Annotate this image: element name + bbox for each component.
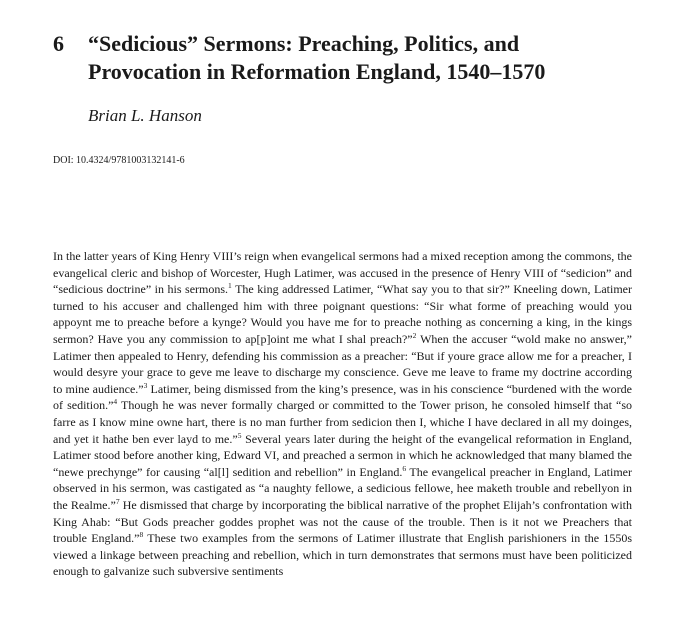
footnote-marker[interactable]: 2: [412, 330, 417, 340]
chapter-title-line-2: Provocation in Reformation England, 1540–1570: [88, 59, 546, 84]
footnote-marker[interactable]: 5: [237, 430, 242, 440]
footnote-marker[interactable]: 1: [228, 281, 232, 291]
chapter-title-line-1: “Sedicious” Sermons: Preaching, Politics, and: [88, 31, 520, 56]
body-text-segment: Several years later during the height of the evangelical reformation in England, Latimer stood before another king, Edward VI, and preached a sermon in which he acknowledged that many blamed the “newe prechynge” for causing “al[l] sedition and rebellion” in England.: [53, 431, 632, 479]
author-name: Brian L. Hanson: [88, 106, 202, 125]
body-text-segment: The evangelical preacher in England, Latimer observed in his sermon, was castigated as “a naughty fellowe, a sedicious fellowe, hee maketh trouble and rebellyon in the Realme.”: [53, 464, 632, 512]
footnote-marker[interactable]: 3: [143, 380, 148, 390]
body-text-segment: Though he was never formally charged or committed to the Tower prison, he consoled himself that “so farre as I know mine owne hart, there is no man further from sedicion then I, whiche I have declared in all my doinges, and yet it hathe ben ever layd to me.”: [53, 398, 632, 446]
chapter-header: [53, 30, 613, 86]
body-text-segment: When the accuser “wold make no answer,” Latimer then appealed to Henry, defending his commission as a preacher: “But if youre grace allow me for a preacher, I would desyre your grace to geve me leave to discharge my conscience. Geve me leave to frame my doctrine according to mine audience.”: [53, 331, 632, 396]
body-paragraph: [53, 248, 632, 580]
body-text-segment: These two examples from the sermons of Latimer illustrate that English parishioners in the 1550s viewed a linkage between preaching and rebellion, which in turn demonstrates that sermons must have been politicized enough to galvanize such subversive sentiments: [53, 531, 632, 579]
body-text-segment: In the latter years of King Henry VIII’s reign when evangelical sermons had a mixed reception among the commons, the evangelical cleric and bishop of Worcester, Hugh Latimer, was accused in the presence of Henry VIII of “sedicion” and “sedicious doctrine” in his sermons.: [53, 249, 632, 297]
footnote-marker[interactable]: 4: [113, 397, 118, 407]
chapter-title: [88, 30, 545, 86]
body-text-segment: Latimer, being dismissed from the king’s presence, was in his conscience “burdened with the worde of sedition.”: [53, 381, 633, 413]
body-text-segment: He dismissed that charge by incorporating the biblical narrative of the prophet Elijah’s confrontation with King Ahab: “But Gods preacher goddes prophet was not the cause of the trouble. Then is it not we Preachers that trouble England.”: [53, 497, 632, 546]
footnote-marker[interactable]: 8: [139, 530, 144, 540]
body-text-segment: The king addressed Latimer, “What say you to that sir?” Kneeling down, Latimer turned to his accuser and challenged him with three poignant questions: “Sir what forme of preaching would you appoynt me to preache before a kynge? Would you have me for to preache nothing as concerning a king, in the kings sermon? Have you any commission to ap[p]oint me what I shal preach?”: [53, 282, 632, 346]
footnote-marker[interactable]: 7: [115, 496, 120, 506]
chapter-number: 6: [53, 31, 64, 56]
footnote-marker[interactable]: 6: [402, 463, 407, 473]
doi-link[interactable]: DOI: 10.4324/9781003132141-6: [53, 155, 185, 166]
